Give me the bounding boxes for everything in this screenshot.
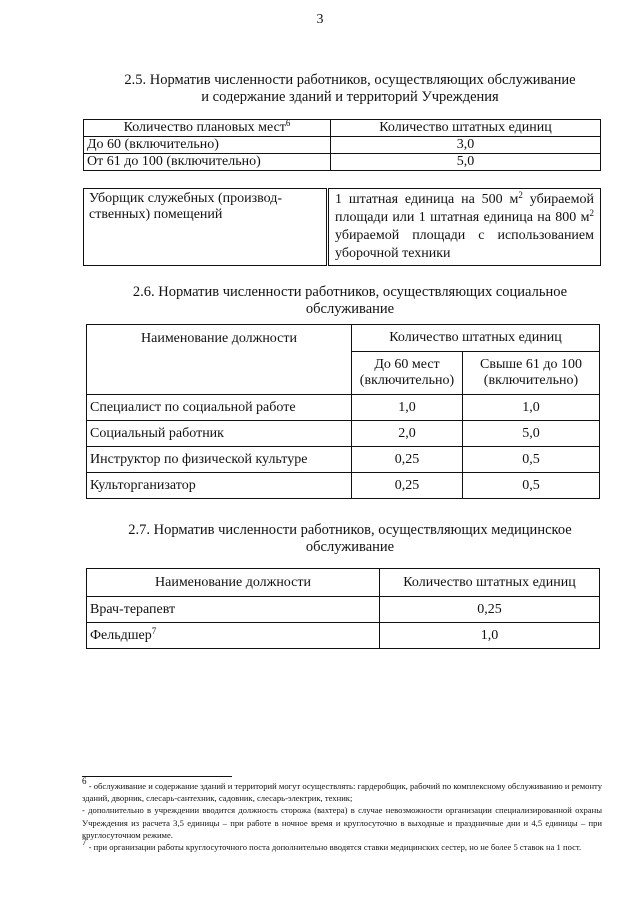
table-2-7-medical <box>86 568 600 649</box>
table-cell: 1,0 <box>463 395 600 421</box>
table-cell: 0,5 <box>463 447 600 473</box>
table-cell: Специалист по социальной работе <box>87 395 352 421</box>
heading-line: 2.7. Норматив численности работников, осуществляющих медицинское <box>128 522 572 538</box>
table-row <box>87 623 600 649</box>
table-row <box>84 154 601 171</box>
footnotes <box>82 776 602 853</box>
table-row <box>87 473 600 499</box>
header-cell: Количество штатных единиц <box>331 120 601 137</box>
table-cell: 1,0 <box>352 395 463 421</box>
table-cell: 1,0 <box>380 623 600 649</box>
page-number: 3 <box>316 12 324 27</box>
table-cell: До 60 (включительно) <box>84 137 331 154</box>
table-2-5-cleaner <box>83 188 601 266</box>
table-cell: Инструктор по физической культуре <box>87 447 352 473</box>
table-row <box>84 189 601 266</box>
table-row <box>87 421 600 447</box>
footnote-7: $^7$ - при организации работы круглосуточного поста дополнительно вводятся ставки медицинских сестер, но не более 5 ставок на 1 пост. <box>82 837 582 853</box>
heading-line: и содержание зданий и территорий Учреждения <box>201 89 499 105</box>
header-cell: До 60 мест (включительно) <box>352 352 463 395</box>
header-cell: Количество штатных единиц <box>352 325 600 352</box>
footnote-separator <box>82 776 232 777</box>
footnote-6: $^6$ - обслуживание и содержание зданий и территорий могут осуществлять: гардеробщик, рабочий по комплексному обслуживанию и ремонту зданий, дворник, слесарь-сантехник, садовник, слесарь-электрик, техник; <box>82 776 602 804</box>
table-cell: 0,25 <box>380 597 600 623</box>
table-cell: 2,0 <box>352 421 463 447</box>
table-cell: Врач-терапевт <box>87 597 380 623</box>
footnote-6-continued: - дополнительно в учреждении вводится должность сторожа (вахтера) в случае невозможности организации специализированной охраны Учреждения из расчета 3,5 единицы – при работе в ночное время и круглосуточно в выходные и праздничные дни и 4,5 единицы – при круглосуточном режиме. <box>82 805 602 840</box>
table-row <box>87 395 600 421</box>
position-cell: Уборщик служебных (производ- ственных) помещений <box>84 189 328 266</box>
table-cell: 0,25 <box>352 473 463 499</box>
table-row <box>87 447 600 473</box>
table-cell: Культорганизатор <box>87 473 352 499</box>
table-cell: 3,0 <box>331 137 601 154</box>
table-cell: 5,0 <box>463 421 600 447</box>
heading-line: обслуживание <box>305 539 395 555</box>
table-header-row <box>87 325 600 352</box>
table-cell: 0,25 <box>352 447 463 473</box>
table-cell: Социальный работник <box>87 421 352 447</box>
table-cell: 5,0 <box>331 154 601 171</box>
header-cell: Свыше 61 до 100 (включительно) <box>463 352 600 395</box>
table-row <box>84 137 601 154</box>
table-cell: Фельдшер$^7$ <box>87 623 380 649</box>
table-row <box>87 597 600 623</box>
heading-line: обслуживание <box>305 301 395 317</box>
table-cell: 0,5 <box>463 473 600 499</box>
header-cell: Наименование должности <box>87 569 380 597</box>
table-header-row <box>87 569 600 597</box>
section-2-6-heading <box>90 284 610 318</box>
section-2-5-heading <box>90 72 610 106</box>
table-header-row <box>84 120 601 137</box>
header-cell: Количество плановых мест$^6$ <box>84 120 331 137</box>
norm-cell: 1 штатная единица на 500 $м^2$ убираемой площади или 1 штатная единица на 800 $м^2$ убираемой площади с использованием уборочной техники <box>328 189 601 266</box>
table-2-5-places <box>83 119 601 171</box>
table-2-6-social <box>86 324 600 499</box>
heading-line: 2.5. Норматив численности работников, осуществляющих обслуживание <box>124 72 576 88</box>
section-2-7-heading <box>90 522 610 556</box>
heading-line: 2.6. Норматив численности работников, осуществляющих социальное <box>132 284 568 300</box>
table-cell: От 61 до 100 (включительно) <box>84 154 331 171</box>
header-cell: Наименование должности <box>87 325 352 395</box>
header-cell: Количество штатных единиц <box>380 569 600 597</box>
